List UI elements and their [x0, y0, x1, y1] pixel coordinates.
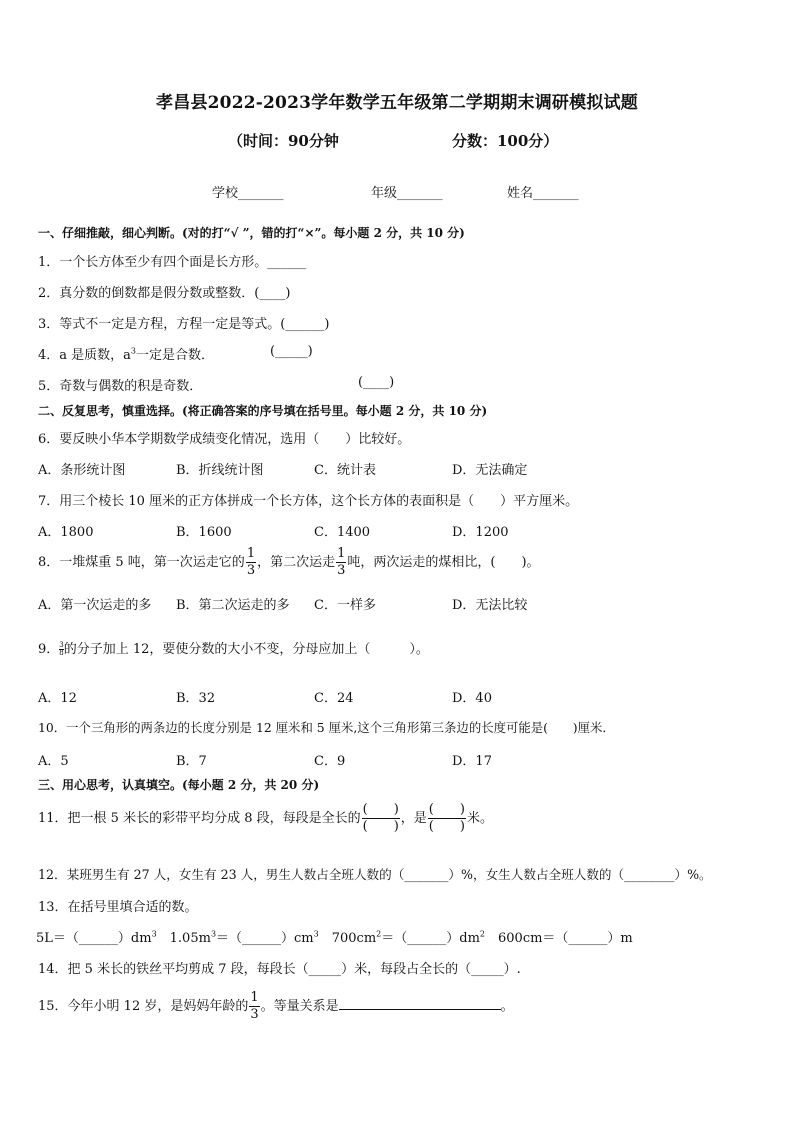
q10-option-c[interactable]: C．9	[314, 754, 346, 769]
q7-option-d[interactable]: D．1200	[452, 525, 509, 540]
q10-option-b[interactable]: B．7	[176, 754, 207, 769]
question-8	[38, 546, 540, 579]
name-field[interactable]: 姓名_______	[507, 186, 579, 201]
question-15-text-c: 。	[500, 999, 514, 1014]
fraction-blank[interactable]: $\frac{( )}{( )}$	[428, 802, 465, 834]
q6-option-d[interactable]: D．无法确定	[452, 463, 528, 478]
question-4	[38, 344, 214, 363]
question-15-text-b: 。等量关系是	[260, 999, 339, 1014]
question-15-text-a: 15．今年小明 12 岁，是妈妈年龄的	[38, 999, 249, 1014]
question-11	[38, 802, 493, 835]
question-2: 2．真分数的倒数都是假分数或整数．(____)	[38, 286, 291, 301]
q7-option-c[interactable]: C．1400	[314, 525, 371, 540]
question-8-text-a: 8．一堆煤重 5 吨，第一次运走它的	[38, 555, 245, 570]
question-7: 7．用三个棱长 10 厘米的正方体拼成一个长方体，这个长方体的表面积是（ ）平方厘米。	[38, 494, 579, 509]
q9-option-d[interactable]: D．40	[452, 691, 492, 706]
question-4-exponent: 3	[130, 346, 136, 356]
question-5-blank[interactable]: (____)	[358, 375, 395, 390]
question-13: 13．在括号里填合适的数。	[38, 900, 198, 915]
fraction-three-eighths: $\frac{3}{8}$	[59, 641, 64, 657]
question-11-text-a: 11．把一根 5 米长的彩带平均分成 8 段，每段是全长的	[38, 811, 361, 826]
q9-option-b[interactable]: B．32	[176, 691, 216, 706]
q6-option-b[interactable]: B．折线统计图	[176, 463, 264, 478]
q7-option-b[interactable]: B．1600	[176, 525, 232, 540]
fraction-blank[interactable]: $\frac{( )}{( )}$	[362, 802, 399, 834]
q6-option-a[interactable]: A．条形统计图	[38, 463, 126, 478]
question-4-text-a: 4．a 是质数，a	[38, 348, 131, 363]
question-4-blank[interactable]: (_____)	[270, 344, 313, 359]
q8-option-c[interactable]: C．一样多	[314, 598, 376, 613]
q8-option-a[interactable]: A．第一次运走的多	[38, 598, 152, 613]
question-15	[38, 990, 514, 1023]
question-11-text-c: 米。	[466, 811, 493, 826]
question-1: 1．一个长方体至少有四个面是长方形。______	[38, 255, 307, 270]
question-9-text: 的分子加上 12，要使分数的大小不变，分母应加上（ ）。	[63, 642, 429, 657]
question-6: 6．要反映小华本学期数学成绩变化情况，选用（ ）比较好。	[38, 432, 411, 447]
grade-field[interactable]: 年级_______	[371, 186, 443, 201]
q8-option-b[interactable]: B．第二次运走的多	[176, 598, 290, 613]
q7-option-a[interactable]: A．1800	[38, 525, 94, 540]
question-3: 3．等式不一定是方程，方程一定是等式。(______)	[38, 317, 330, 332]
q6-option-c[interactable]: C．统计表	[314, 463, 376, 478]
question-9-number: 9．	[38, 642, 60, 657]
question-14: 14．把 5 米长的铁丝平均剪成 7 段，每段长（_____）米，每段占全长的（_____）.	[38, 962, 521, 977]
q9-option-c[interactable]: C．24	[314, 691, 354, 706]
question-12: 12．某班男生有 27 人，女生有 23 人，男生人数占全班人数的（_______）%，女生人数占全班人数的（________）%。	[38, 867, 712, 882]
q8-option-d[interactable]: D．无法比较	[452, 598, 528, 613]
question-8-text-b: ，第二次运走	[257, 555, 336, 570]
q10-option-d[interactable]: D．17	[452, 754, 492, 769]
fraction-one-third: $\frac{1}{3}$	[246, 546, 256, 578]
q10-option-a[interactable]: A．5	[38, 754, 69, 769]
section-1-heading: 一、仔细推敲，细心判断。(对的打“√ ”，错的打“×”。每小题 2 分，共 10 分)	[38, 226, 465, 240]
question-11-text-b: ，是	[400, 811, 427, 826]
exam-time: （时间：90分钟	[228, 132, 339, 150]
exam-score: 分数：100分）	[452, 132, 559, 150]
section-2-heading: 二、反复思考，慎重选择。(将正确答案的序号填在括号里。每小题 2 分，共 10 分)	[38, 404, 488, 418]
question-13-line: $5L=(\_\_\_\_\_\_)dm^3$ $1.05m^3=(\_\_\_\_\_\_)cm^3$ $700cm^2=(\_\_\_\_\_\_)dm^2$ 600cm＝（______）m	[36, 929, 633, 946]
question-8-text-c: 吨，两次运走的煤相比，( )。	[347, 555, 540, 570]
fraction-one-third: $\frac{1}{3}$	[250, 990, 259, 1022]
school-field[interactable]: 学校_______	[212, 186, 284, 201]
answer-line[interactable]	[339, 997, 501, 1010]
question-9	[38, 638, 429, 657]
fraction-one-third: $\frac{1}{3}$	[337, 546, 346, 578]
q9-option-a[interactable]: A．12	[38, 691, 77, 706]
section-3-heading: 三、用心思考，认真填空。(每小题 2 分，共 20 分)	[38, 778, 320, 792]
question-10: 10．一个三角形的两条边的长度分别是 12 厘米和 5 厘米,这个三角形第三条边的长度可能是( )厘米．	[38, 720, 615, 735]
question-4-text-b: 一定是合数．	[136, 348, 215, 363]
page-title: 孝昌县2022-2023学年数学五年级第二学期期末调研模拟试题	[156, 93, 638, 113]
question-5: 5．奇数与偶数的积是奇数．	[38, 379, 203, 394]
